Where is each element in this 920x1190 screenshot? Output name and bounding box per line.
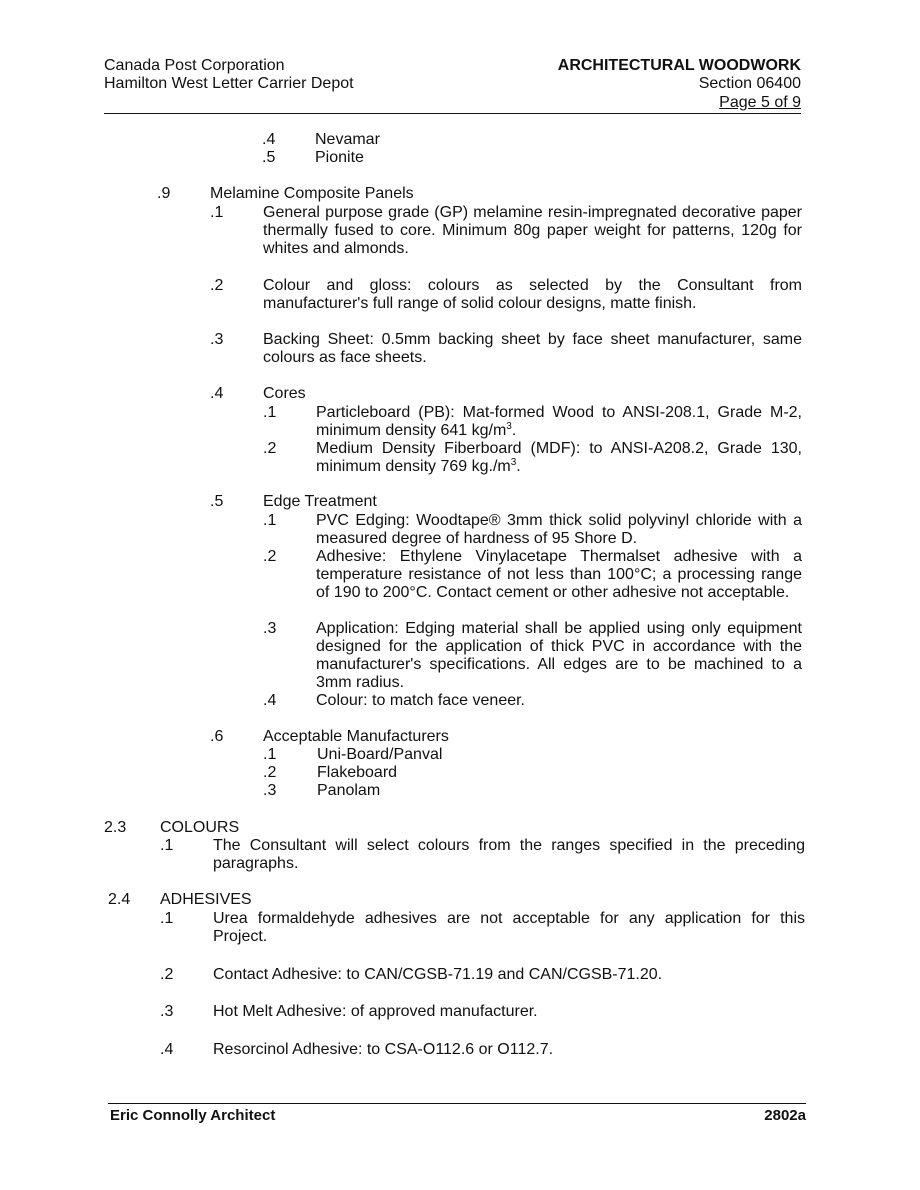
subparagraph-num: .1 xyxy=(263,404,277,421)
subparagraph-num: .2 xyxy=(263,548,277,565)
punctuation: . xyxy=(511,422,517,439)
section-num: 2.4 xyxy=(108,891,131,908)
list-item-text: Pionite xyxy=(315,149,364,166)
paragraph-num: .3 xyxy=(160,1003,174,1020)
section-title: COLOURS xyxy=(160,819,240,836)
subparagraph-body: Particleboard (PB): Mat-formed Wood to ANSI-208.1, Grade M-2, minimum density 641 kg/m xyxy=(316,404,802,439)
paragraph-text: Urea formaldehyde adhesives are not acceptable for any application for this Project. xyxy=(213,910,805,945)
paragraph-text: Hot Melt Adhesive: of approved manufacturer. xyxy=(213,1003,538,1020)
subparagraph-text: Colour: to match face veneer. xyxy=(316,692,525,709)
subparagraph-body: Medium Density Fiberboard (MDF): to ANSI-A208.2, Grade 130, minimum density 769 kg./m xyxy=(316,440,802,475)
paragraph-num: .6 xyxy=(210,728,224,745)
paragraph-text: The Consultant will select colours from the ranges specified in the preceding paragraphs. xyxy=(213,837,805,872)
paragraph-text: Backing Sheet: 0.5mm backing sheet by face sheet manufacturer, same colours as face sheets. xyxy=(263,331,802,366)
footer-rule xyxy=(108,1103,806,1104)
header-page-number: Page 5 of 9 xyxy=(719,94,801,111)
paragraph-num: .4 xyxy=(160,1041,174,1058)
list-item-text: Panolam xyxy=(317,782,381,799)
subparagraph-text: Adhesive: Ethylene Vinylacetape Thermalset adhesive with a temperature resistance of not less than 100°C; a processing range of 190 to 200°C. Contact cement or other adhesive not acceptable. xyxy=(316,548,802,601)
subparagraph-num: .2 xyxy=(263,440,277,457)
subparagraph-text: PVC Edging: Woodtape® 3mm thick solid polyvinyl chloride with a measured degree of hardness of 95 Shore D. xyxy=(316,512,802,547)
list-item-num: .2 xyxy=(263,764,277,781)
paragraph-num: .1 xyxy=(160,910,174,927)
subparagraph-text xyxy=(316,404,802,440)
paragraph-num: .4 xyxy=(210,385,224,402)
list-item-num: .1 xyxy=(263,746,277,763)
subparagraph-text xyxy=(316,440,802,476)
list-item-num: .3 xyxy=(263,782,277,799)
paragraph-title: Acceptable Manufacturers xyxy=(263,728,449,745)
list-item-num: .5 xyxy=(262,149,276,166)
footer-code: 2802a xyxy=(764,1107,806,1124)
subparagraph-num: .1 xyxy=(263,512,277,529)
superscript: 3 xyxy=(506,421,512,432)
punctuation: . xyxy=(516,458,521,475)
paragraph-num: .1 xyxy=(160,837,174,854)
paragraph-text: Contact Adhesive: to CAN/CGSB-71.19 and CAN/CGSB-71.20. xyxy=(213,966,663,983)
header-section: Section 06400 xyxy=(698,75,801,92)
header-rule xyxy=(104,113,801,114)
paragraph-num: .1 xyxy=(210,204,224,221)
paragraph-num: .2 xyxy=(210,277,224,294)
paragraph-title: Edge Treatment xyxy=(263,493,377,510)
paragraph-title: Cores xyxy=(263,385,306,402)
header-project: Hamilton West Letter Carrier Depot xyxy=(104,75,354,92)
subparagraph-num: .3 xyxy=(263,620,277,637)
subparagraph-text: Application: Edging material shall be applied using only equipment designed for the application of thick PVC in accordance with the manufacturer's specifications. All edges are to be machined to a 3mm radius. xyxy=(316,620,802,691)
list-item-text: Flakeboard xyxy=(317,764,398,781)
footer-author: Eric Connolly Architect xyxy=(110,1107,276,1124)
list-item-num: .4 xyxy=(262,131,276,148)
subparagraph-num: .4 xyxy=(263,692,277,709)
paragraph-text: Resorcinol Adhesive: to CSA-O112.6 or O112.7. xyxy=(213,1041,554,1058)
section-title: ADHESIVES xyxy=(160,891,252,908)
paragraph-text: General purpose grade (GP) melamine resin-impregnated decorative paper thermally fused to core. Minimum 80g paper weight for patterns, 120g for whites and almonds. xyxy=(263,204,802,257)
paragraph-text: Colour and gloss: colours as selected by the Consultant from manufacturer's full range of solid colour designs, matte finish. xyxy=(263,277,802,312)
paragraph-num: .2 xyxy=(160,966,174,983)
paragraph-num: .5 xyxy=(210,493,224,510)
article-title: Melamine Composite Panels xyxy=(210,185,414,202)
paragraph-num: .3 xyxy=(210,331,224,348)
list-item-text: Uni-Board/Panval xyxy=(317,746,443,763)
superscript: 3 xyxy=(510,457,517,468)
article-num: .9 xyxy=(157,185,171,202)
list-item-text: Nevamar xyxy=(315,131,380,148)
header-title: ARCHITECTURAL WOODWORK xyxy=(557,57,801,74)
header-org: Canada Post Corporation xyxy=(104,57,285,74)
section-num: 2.3 xyxy=(104,819,127,836)
